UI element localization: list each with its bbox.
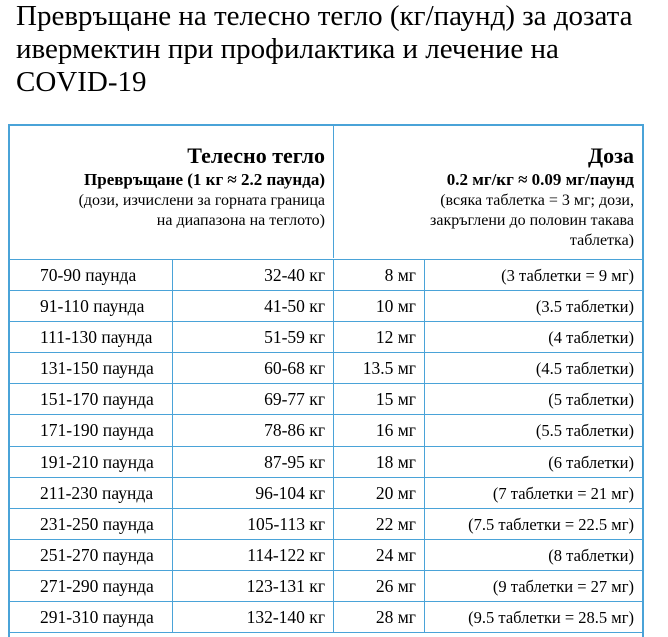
table-row: [10, 384, 642, 415]
table-row: [10, 602, 642, 633]
dose-mg-cell: 22 мг: [334, 509, 425, 539]
dose-table: [8, 124, 644, 637]
weight-pounds-cell: 291-310 паунда: [10, 602, 173, 632]
page-title: Превръщане на телесно тегло (кг/паунд) за дозата ивермектин при профилактика и лечение на COVID-19: [16, 0, 633, 98]
dose-mg-cell: 12 мг: [334, 322, 425, 352]
weight-kg-cell: 32-40 кг: [173, 260, 334, 290]
table-row: [10, 353, 642, 384]
dose-header-note-line3: таблетка): [569, 232, 634, 249]
table-row: [10, 571, 642, 602]
dose-tablets-cell: (7.5 таблетки = 22.5 мг): [468, 514, 634, 534]
dose-mg-cell: 24 мг: [334, 540, 425, 570]
dose-mg-cell: 20 мг: [334, 478, 425, 508]
weight-pounds-cell: 111-130 паунда: [10, 322, 173, 352]
table-row: [10, 447, 642, 478]
dose-tablets-cell: (3.5 таблетки): [535, 297, 634, 317]
weight-pounds-cell: 271-290 паунда: [10, 571, 173, 601]
dose-header-rate: 0.2 мг/кг ≈ 0.09 мг/паунд: [446, 170, 634, 189]
dose-header: [334, 126, 642, 258]
weight-pounds-cell: 231-250 паунда: [10, 509, 173, 539]
weight-pounds-cell: 91-110 паунда: [10, 291, 173, 321]
weight-pounds-cell: 70-90 паунда: [10, 260, 173, 290]
weight-kg-cell: 96-104 кг: [173, 478, 334, 508]
dose-tablets-cell: (9 таблетки = 27 мг): [492, 576, 634, 596]
table-row: [10, 509, 642, 540]
weight-kg-cell: 41-50 кг: [173, 291, 334, 321]
table-row: [10, 322, 642, 353]
table-row: [10, 260, 642, 291]
weight-pounds-cell: 191-210 паунда: [10, 447, 173, 477]
weight-kg-cell: 87-95 кг: [173, 447, 334, 477]
dose-header-note-line1: (всяка таблетка = 3 мг; дози,: [440, 192, 634, 209]
dose-mg-cell: 10 мг: [334, 291, 425, 321]
dose-header-note-line2: закръглени до половин такава: [430, 212, 634, 229]
table-body: [10, 260, 642, 633]
dose-mg-cell: 18 мг: [334, 447, 425, 477]
dose-tablets-cell: (4 таблетки): [548, 328, 634, 348]
weight-kg-cell: 105-113 кг: [173, 509, 334, 539]
dose-mg-cell: 28 мг: [334, 602, 425, 632]
weight-kg-cell: 114-122 кг: [173, 540, 334, 570]
weight-header-note-line2: на диапазона на теглото): [156, 212, 325, 229]
dose-tablets-cell: (5 таблетки): [548, 390, 634, 410]
weight-pounds-cell: 211-230 паунда: [10, 478, 173, 508]
dose-tablets-cell: (7 таблетки = 21 мг): [492, 483, 634, 503]
weight-pounds-cell: 171-190 паунда: [10, 415, 173, 445]
dose-mg-cell: 26 мг: [334, 571, 425, 601]
dose-tablets-cell: (8 таблетки): [548, 545, 634, 565]
dose-mg-cell: 13.5 мг: [334, 353, 425, 383]
weight-kg-cell: 69-77 кг: [173, 384, 334, 414]
dose-tablets-cell: (4.5 таблетки): [535, 359, 634, 379]
weight-header-conversion: Превръщане (1 кг ≈ 2.2 паунда): [84, 170, 325, 189]
table-row: [10, 291, 642, 322]
weight-kg-cell: 123-131 кг: [173, 571, 334, 601]
weight-pounds-cell: 151-170 паунда: [10, 384, 173, 414]
dose-tablets-cell: (5.5 таблетки): [535, 421, 634, 441]
weight-pounds-cell: 131-150 паунда: [10, 353, 173, 383]
dose-tablets-cell: (6 таблетки): [548, 452, 634, 472]
weight-header-note-line1: (дози, изчислени за горната граница: [78, 192, 325, 209]
dose-mg-cell: 15 мг: [334, 384, 425, 414]
dose-mg-cell: 16 мг: [334, 415, 425, 445]
weight-kg-cell: 60-68 кг: [173, 353, 334, 383]
weight-kg-cell: 51-59 кг: [173, 322, 334, 352]
table-row: [10, 478, 642, 509]
dose-tablets-cell: (3 таблетки = 9 мг): [501, 266, 634, 285]
weight-kg-cell: 132-140 кг: [173, 602, 334, 632]
table-row: [10, 415, 642, 446]
table-header: [10, 126, 642, 260]
dose-header-title: Доза: [588, 143, 634, 168]
weight-kg-cell: 78-86 кг: [173, 415, 334, 445]
weight-header: [10, 126, 334, 258]
weight-pounds-cell: 251-270 паунда: [10, 540, 173, 570]
dose-mg-cell: 8 мг: [334, 260, 425, 290]
dose-tablets-cell: (9.5 таблетки = 28.5 мг): [468, 608, 634, 628]
weight-header-title: Телесно тегло: [187, 143, 325, 168]
table-row: [10, 540, 642, 571]
